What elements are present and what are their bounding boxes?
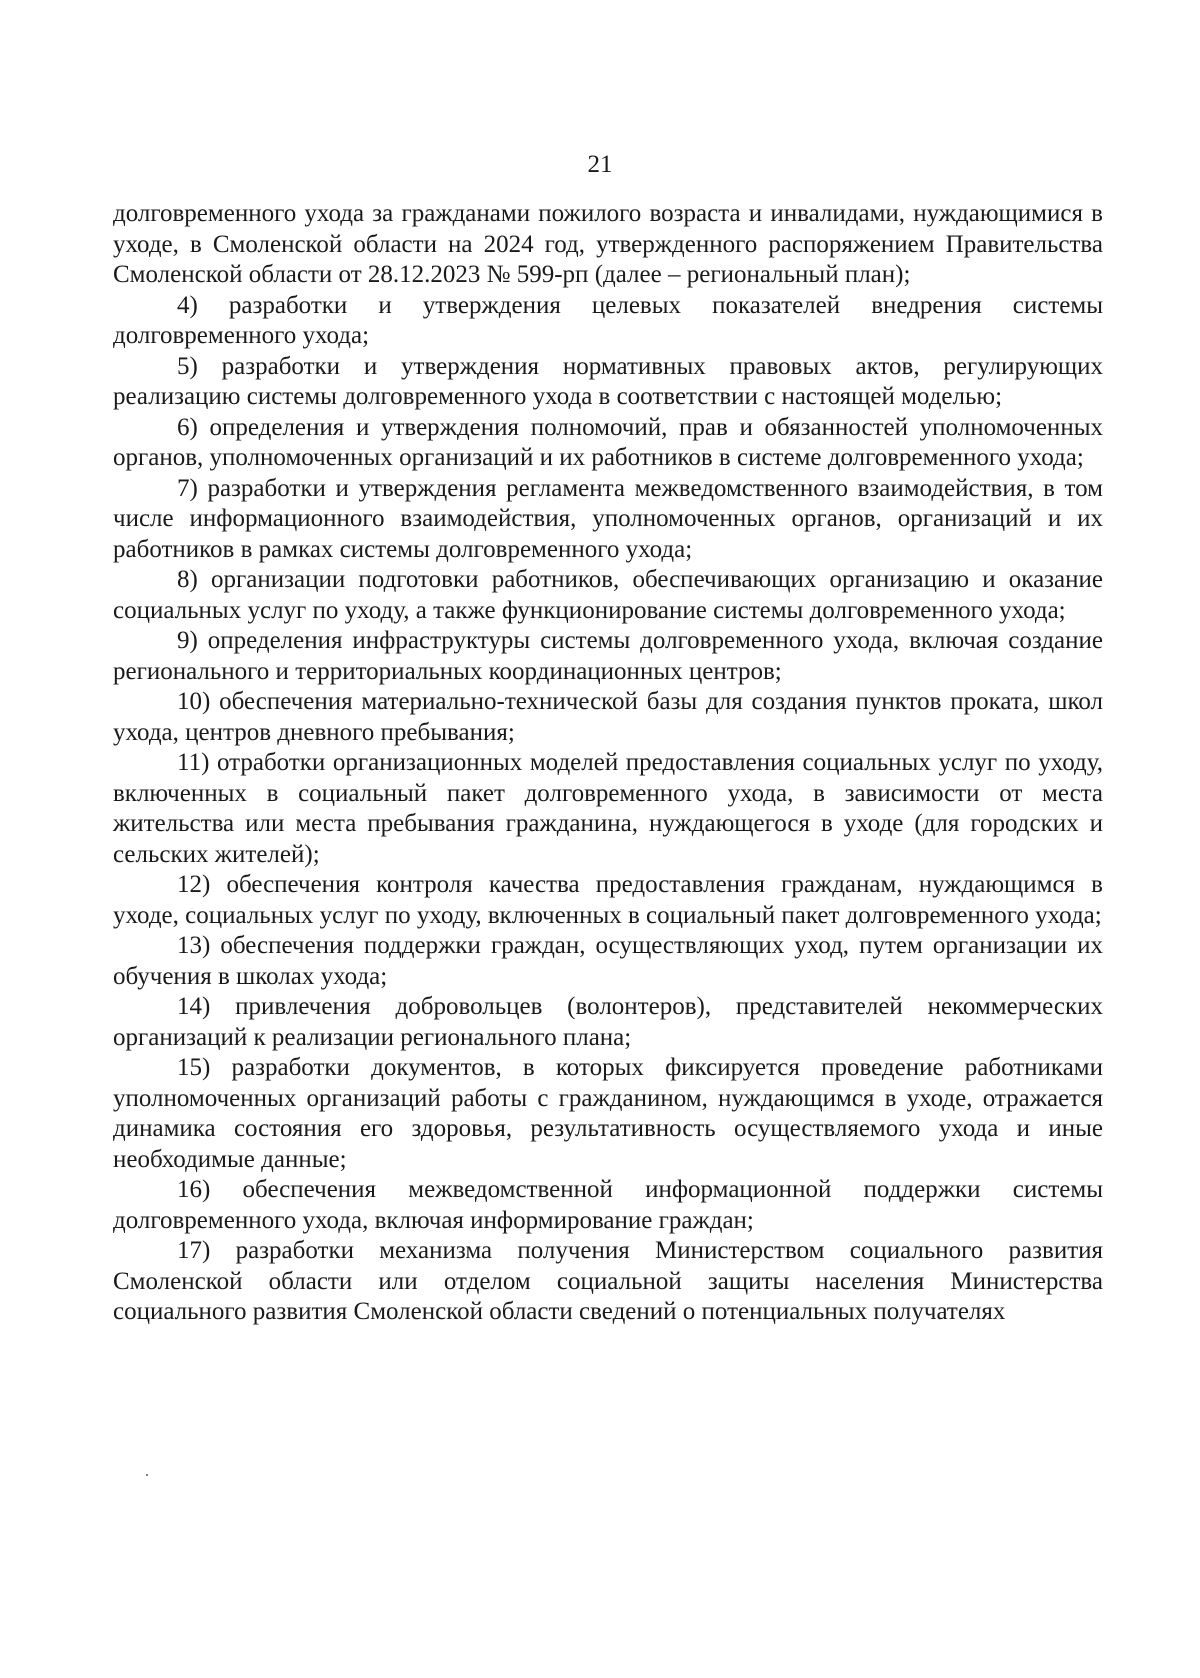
list-item-16: 16) обеспечения межведомственной информационной поддержки системы долговременного ухода, включая информирование граждан;: [113, 1176, 1103, 1234]
scan-speck: [146, 1474, 148, 1476]
list-item-13: 13) обеспечения поддержки граждан, осуществляющих уход, путем организации их обучения в школах ухода;: [113, 932, 1103, 990]
paragraph-continuation: долговременного ухода за гражданами пожилого возраста и инвалидами, нуждающимися в уходе, в Смоленской области на 2024 год, утвержденного распоряжением Правительства Смоленской области от 28.12.2023 № 599-рп (далее – региональный план);: [113, 200, 1103, 288]
list-item-6: 6) определения и утверждения полномочий, прав и обязанностей уполномоченных органов, уполномоченных организаций и их работников в системе долговременного ухода;: [113, 413, 1103, 471]
list-item-15: 15) разработки документов, в которых фиксируется проведение работниками уполномоченных организаций работы с гражданином, нуждающимся в уходе, отражается динамика состояния его здоровья, результативность осуществляемого ухода и иные необходимые данные;: [113, 1054, 1103, 1173]
list-item-10: 10) обеспечения материально-технической базы для создания пунктов проката, школ ухода, центров дневного пребывания;: [113, 688, 1103, 746]
list-item-9: 9) определения инфраструктуры системы долговременного ухода, включая создание регионального и территориальных координационных центров;: [113, 627, 1103, 685]
list-item-7: 7) разработки и утверждения регламента межведомственного взаимодействия, в том числе информационного взаимодействия, уполномоченных органов, организаций и их работников в рамках системы долговременного ухода;: [113, 474, 1103, 563]
list-item-11: 11) отработки организационных моделей предоставления социальных услуг по уходу, включенных в социальный пакет долговременного ухода, в зависимости от места жительства или места пребывания гражданина, нуждающегося в уходе (для городских и сельских жителей);: [113, 749, 1103, 868]
list-item-14: 14) привлечения добровольцев (волонтеров), представителей некоммерческих организаций к реализации регионального плана;: [113, 993, 1103, 1051]
list-item-8: 8) организации подготовки работников, обеспечивающих организацию и оказание социальных услуг по уходу, а также функционирование системы долговременного ухода;: [113, 566, 1103, 624]
page-number: 21: [587, 151, 613, 178]
list-item-5: 5) разработки и утверждения нормативных правовых актов, регулирующих реализацию системы долговременного ухода в соответствии с настоящей моделью;: [113, 352, 1103, 410]
document-body: [113, 199, 1103, 1328]
list-item-4: 4) разработки и утверждения целевых показателей внедрения системы долговременного ухода;: [113, 291, 1103, 349]
list-item-12: 12) обеспечения контроля качества предоставления гражданам, нуждающимся в уходе, социальных услуг по уходу, включенных в социальный пакет долговременного ухода;: [113, 871, 1103, 929]
list-item-17: 17) разработки механизма получения Министерством социального развития Смоленской области или отделом социальной защиты населения Министерства социального развития Смоленской области сведений о потенциальных получателях: [113, 1237, 1103, 1325]
